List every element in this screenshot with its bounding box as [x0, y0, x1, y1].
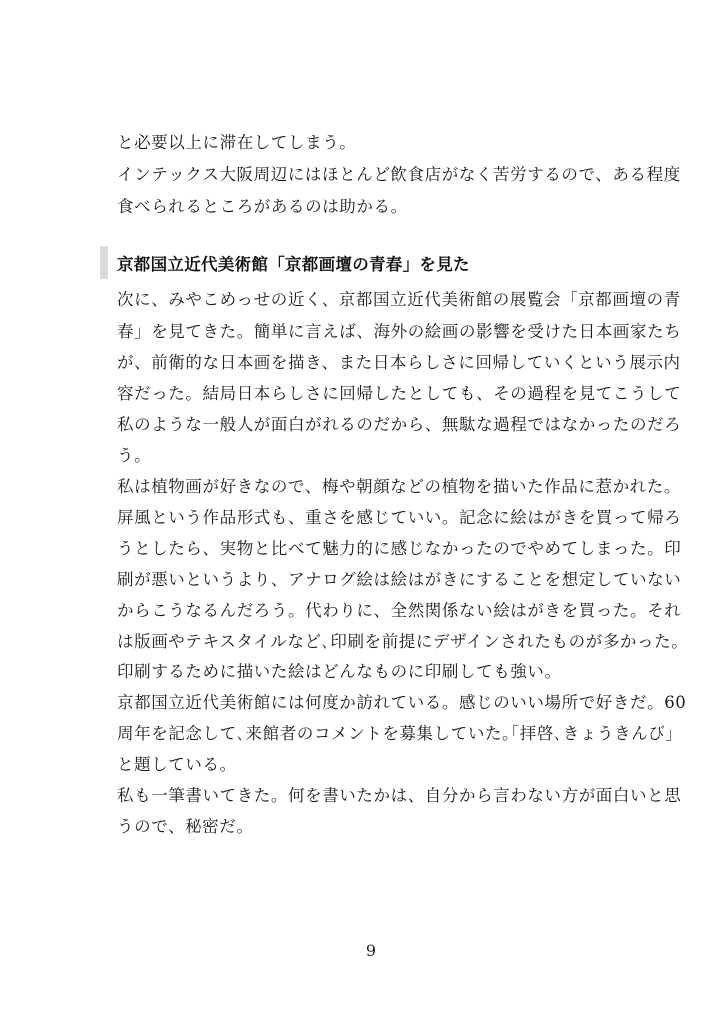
paragraph-line: うので、秘密だ。 — [117, 817, 254, 836]
paragraph-line: が、前衛的な日本画を描き、また日本らしさに回帰していくという展示内 — [117, 353, 681, 372]
paragraph-line: は版画やテキスタイルなど､印刷を前提にデザインされたものが多かった。 — [117, 632, 689, 651]
paragraph-line: 次に、みやこめっせの近く、京都国立近代美術館の展覧会「京都画壇の青 — [117, 290, 681, 309]
paragraph-line: 容だった。結局日本らしさに回帰したとしても、その過程を見てこうして — [117, 384, 682, 403]
paragraph-line: 食べられるところがあるのは助かる。 — [117, 197, 408, 216]
paragraph-line: 刷が悪いというより、アナログ絵は絵はがきにすることを想定していない — [117, 570, 682, 589]
heading-accent-bar — [100, 246, 108, 279]
paragraph-line: うとしたら、実物と比べて魅力的に感じなかったのでやめてしまった。印 — [117, 539, 682, 558]
paragraph-line: と必要以上に滞在してしまう。 — [117, 133, 357, 152]
paragraph-line: 私は植物画が好きなので、梅や朝顔などの植物を描いた作品に惹かれた。 — [117, 477, 681, 496]
paragraph-line: 印刷するために描いた絵はどんなものに印刷しても強い。 — [117, 662, 562, 681]
paragraph-line: 春」を見てきた。簡単に言えば、海外の絵画の影響を受けた日本画家たち — [117, 322, 682, 341]
paragraph-line: 私も一筆書いてきた。何を書いたかは、自分から言わない方が面白いと思 — [117, 786, 682, 805]
paragraph-line: インテックス大阪周辺にはほとんど飲食店がなく苦労するので、ある程度 — [117, 165, 681, 184]
paragraph-line: からこうなるんだろう。代わりに、全然関係ない絵はがきを買った。それ — [117, 601, 682, 620]
section-heading: 京都国立近代美術館「京都画壇の青春」を見た — [117, 255, 470, 274]
paragraph-line: と題している。 — [117, 755, 237, 774]
paragraph-line: 屏風という作品形式も、重さを感じていい。記念に絵はがきを買って帰ろ — [117, 508, 682, 527]
paragraph-line: 周年を記念して､来館者のコメントを募集していた｡｢拝啓､きょうきんび｣ — [117, 724, 675, 743]
page-number: 9 — [365, 941, 377, 960]
paragraph-line: 京都国立近代美術館には何度か訪れている。感じのいい場所で好きだ。60 — [117, 693, 687, 712]
paragraph-line: 私のような一般人が面白がれるのだから、無駄な過程ではなかったのだろ — [117, 415, 682, 434]
paragraph-line: う。 — [117, 446, 152, 465]
